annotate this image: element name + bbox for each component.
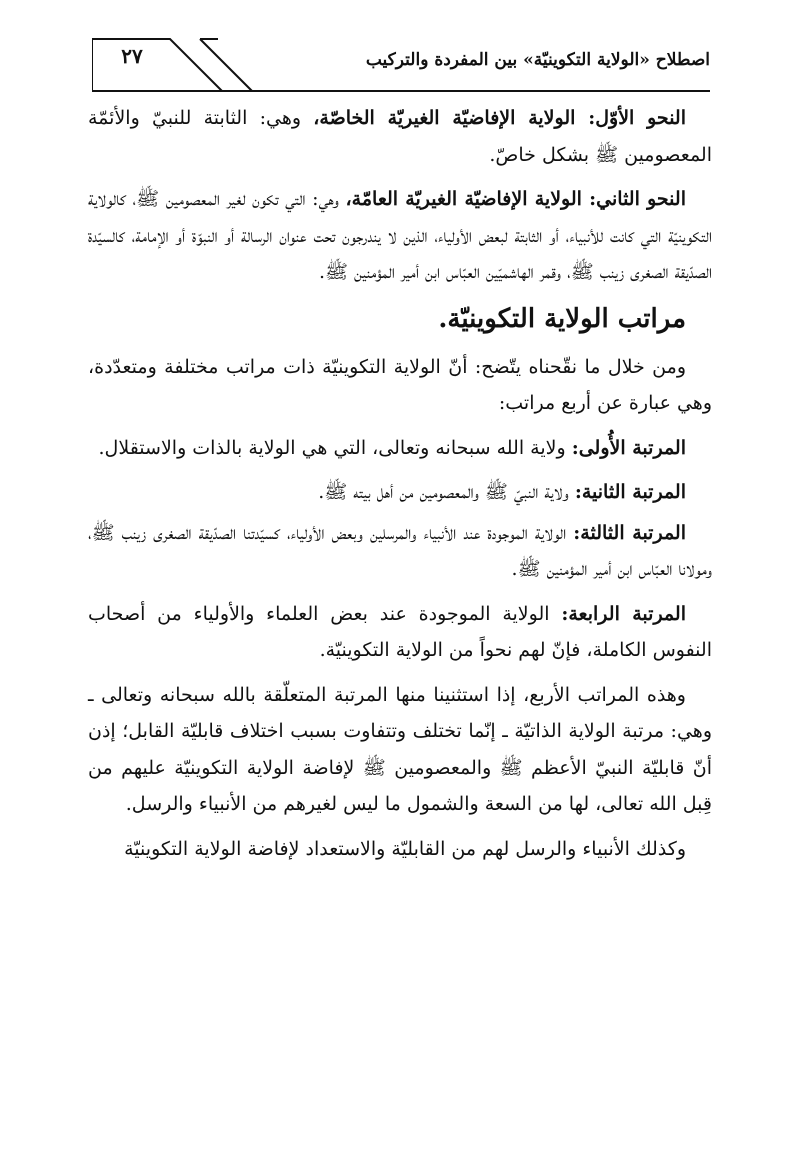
rank-fourth (88, 596, 712, 669)
second-kind-text: وهي: التي تكون لغير المعصومين ﷺ، كالولاية التكوينيّة التي كانت للأنبياء، أو الثابتة لبعض الأولياء، الذين لا يندرجون تحت عنوان الرسالة أو النبوّة أو الإمامة، كالسيّدة الصدّيقة الصغرى زينب ﷺ، وقمر الهاشميّين العبّاس ابن أمير المؤمنين ﷺ. (88, 188, 712, 283)
page-number: ٢٧ (121, 44, 143, 68)
paragraph-prophets: وكذلك الأنبياء والرسل لهم من القابليّة والاستعداد لإفاضة الولاية التكوينيّة (124, 837, 686, 860)
rank-second-text: ولاية النبيّ ﷺ والمعصومين من أهل بيته ﷺ. (318, 481, 575, 503)
rank-second-label: المرتبة الثانية: (574, 481, 686, 503)
page-body (88, 100, 712, 875)
rank-third-label: المرتبة الثالثة: (573, 521, 687, 544)
second-kind-label: النحو الثاني: الولاية الإفاضيّة الغيريّة العامّة، (345, 188, 686, 210)
rank-third (88, 515, 712, 588)
running-title: اصطلاح «الولاية التكوينيّة» بين المفردة والتركيب (365, 50, 710, 70)
rank-fourth-text: الولاية الموجودة عند بعض العلماء والأولياء من أصحاب النفوس الكاملة، فإنّ لهم نحواً من الولاية التكوينيّة. (88, 602, 712, 661)
paragraph-first-kind (88, 100, 712, 173)
paragraph-second-kind (88, 181, 712, 291)
paragraph-intro: ومن خلال ما نقّحناه يتّضح: أنّ الولاية التكوينيّة ذات مراتب مختلفة ومتعدّدة، وهي عبارة عن أربع مراتب: (88, 355, 712, 414)
rank-second (88, 474, 712, 511)
rank-first-text: ولاية الله سبحانه وتعالى، التي هي الولاية بالذات والاستقلال. (98, 436, 572, 459)
paragraph-differences: وهذه المراتب الأربع، إذا استثنينا منها المرتبة المتعلّقة بالله سبحانه وتعالى ـ وهي: مرتبة الولاية الذاتيّة ـ إنّما تختلف وتتفاوت بسبب اختلاف قابليّة القابل؛ إذن أنّ قابليّة النبيّ الأعظم ﷺ والمعصومين ﷺ لإفاضة الولاية التكوينيّة عليهم من قِبل الله تعالى، لها من السعة والشمول ما ليس لغيرهم من الأنبياء والرسل. (88, 683, 712, 815)
header-rule (92, 90, 710, 92)
first-kind-text: وهي: الثابتة للنبيّ والأئمّة المعصومين ﷺ بشكل خاصّ. (88, 107, 712, 166)
rank-first-label: المرتبة الأُولى: (571, 436, 686, 459)
page-number-box (92, 38, 260, 92)
rank-fourth-label: المرتبة الرابعة: (561, 602, 686, 625)
section-title: مراتب الولاية التكوينيّة. (438, 303, 686, 334)
rank-third-text: الولاية الموجودة عند الأنبياء والمرسلين وبعض الأولياء، كسيّدتنا الصدّيقة الصغرى زينب ﷺ، ومولانا العبّاس ابن أمير المؤمنين ﷺ. (88, 521, 712, 580)
running-header (92, 38, 710, 92)
rank-first (88, 430, 712, 467)
first-kind-label: النحو الأوّل: الولاية الإفاضيّة الغيريّة الخاصّة، (313, 107, 686, 129)
